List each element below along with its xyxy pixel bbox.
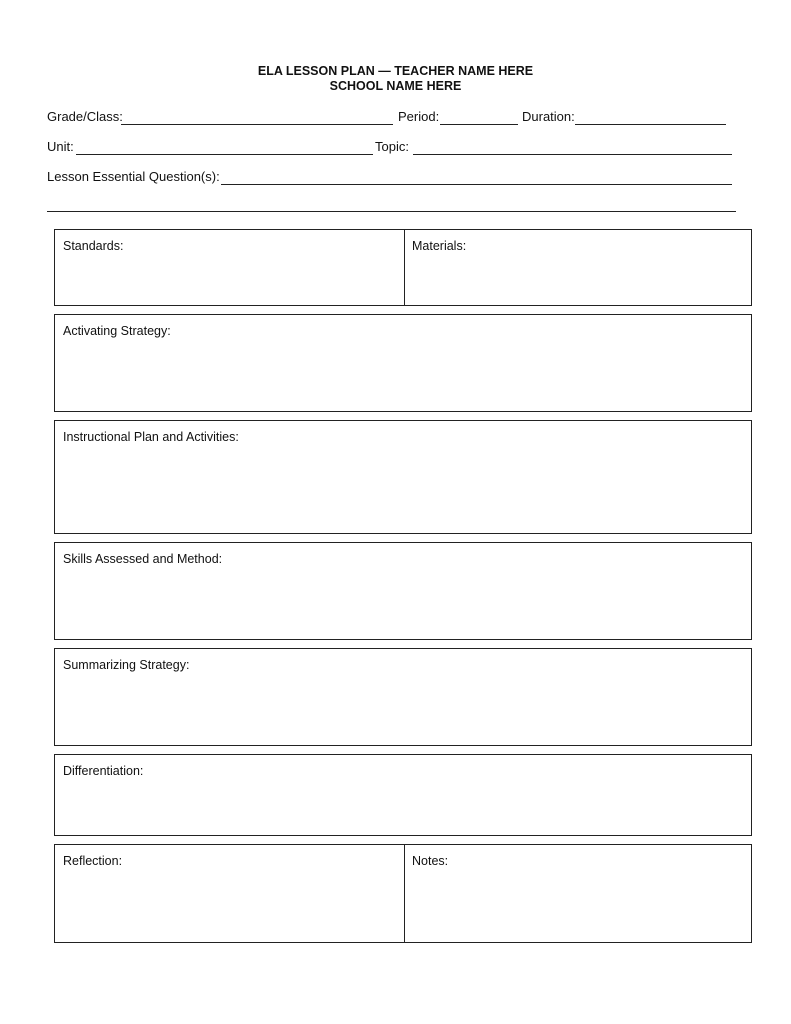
unit-topic-row	[47, 138, 733, 156]
essential-question-label: Lesson Essential Question(s):	[47, 169, 220, 184]
standards-label: Standards:	[63, 239, 124, 253]
reflection-notes-box	[54, 844, 752, 943]
materials-cell[interactable]	[404, 230, 751, 305]
unit-field[interactable]	[76, 154, 373, 155]
instructional-plan-box[interactable]	[54, 420, 752, 534]
school-name: SCHOOL NAME HERE	[329, 79, 462, 93]
period-label: Period:	[398, 109, 440, 124]
topic-field[interactable]	[413, 154, 732, 155]
grade-class-label: Grade/Class:	[47, 109, 123, 124]
unit-label: Unit:	[47, 139, 74, 154]
differentiation-label: Differentiation:	[63, 764, 144, 778]
notes-cell[interactable]	[404, 845, 751, 942]
period-field[interactable]	[440, 124, 518, 125]
document-title: ELA LESSON PLAN — TEACHER NAME HERE	[257, 64, 534, 78]
duration-label: Duration:	[522, 109, 575, 124]
grade-period-duration-row	[47, 108, 733, 126]
notes-label: Notes:	[412, 854, 449, 868]
standards-cell[interactable]	[55, 230, 405, 305]
summarizing-strategy-label: Summarizing Strategy:	[63, 658, 190, 672]
duration-field[interactable]	[575, 124, 726, 125]
essential-question-row	[47, 168, 733, 186]
standards-materials-box	[54, 229, 752, 306]
essential-question-field[interactable]	[221, 184, 732, 185]
reflection-label: Reflection:	[63, 854, 123, 868]
activating-strategy-box[interactable]	[54, 314, 752, 412]
reflection-cell[interactable]	[55, 845, 405, 942]
essential-question-continuation-line[interactable]	[47, 211, 736, 212]
skills-assessed-label: Skills Assessed and Method:	[63, 552, 223, 566]
materials-label: Materials:	[412, 239, 467, 253]
grade-class-field[interactable]	[121, 124, 393, 125]
differentiation-box[interactable]	[54, 754, 752, 836]
topic-label: Topic:	[375, 139, 409, 154]
skills-assessed-box[interactable]	[54, 542, 752, 640]
instructional-plan-label: Instructional Plan and Activities:	[63, 430, 239, 444]
activating-strategy-label: Activating Strategy:	[63, 324, 171, 338]
summarizing-strategy-box[interactable]	[54, 648, 752, 746]
